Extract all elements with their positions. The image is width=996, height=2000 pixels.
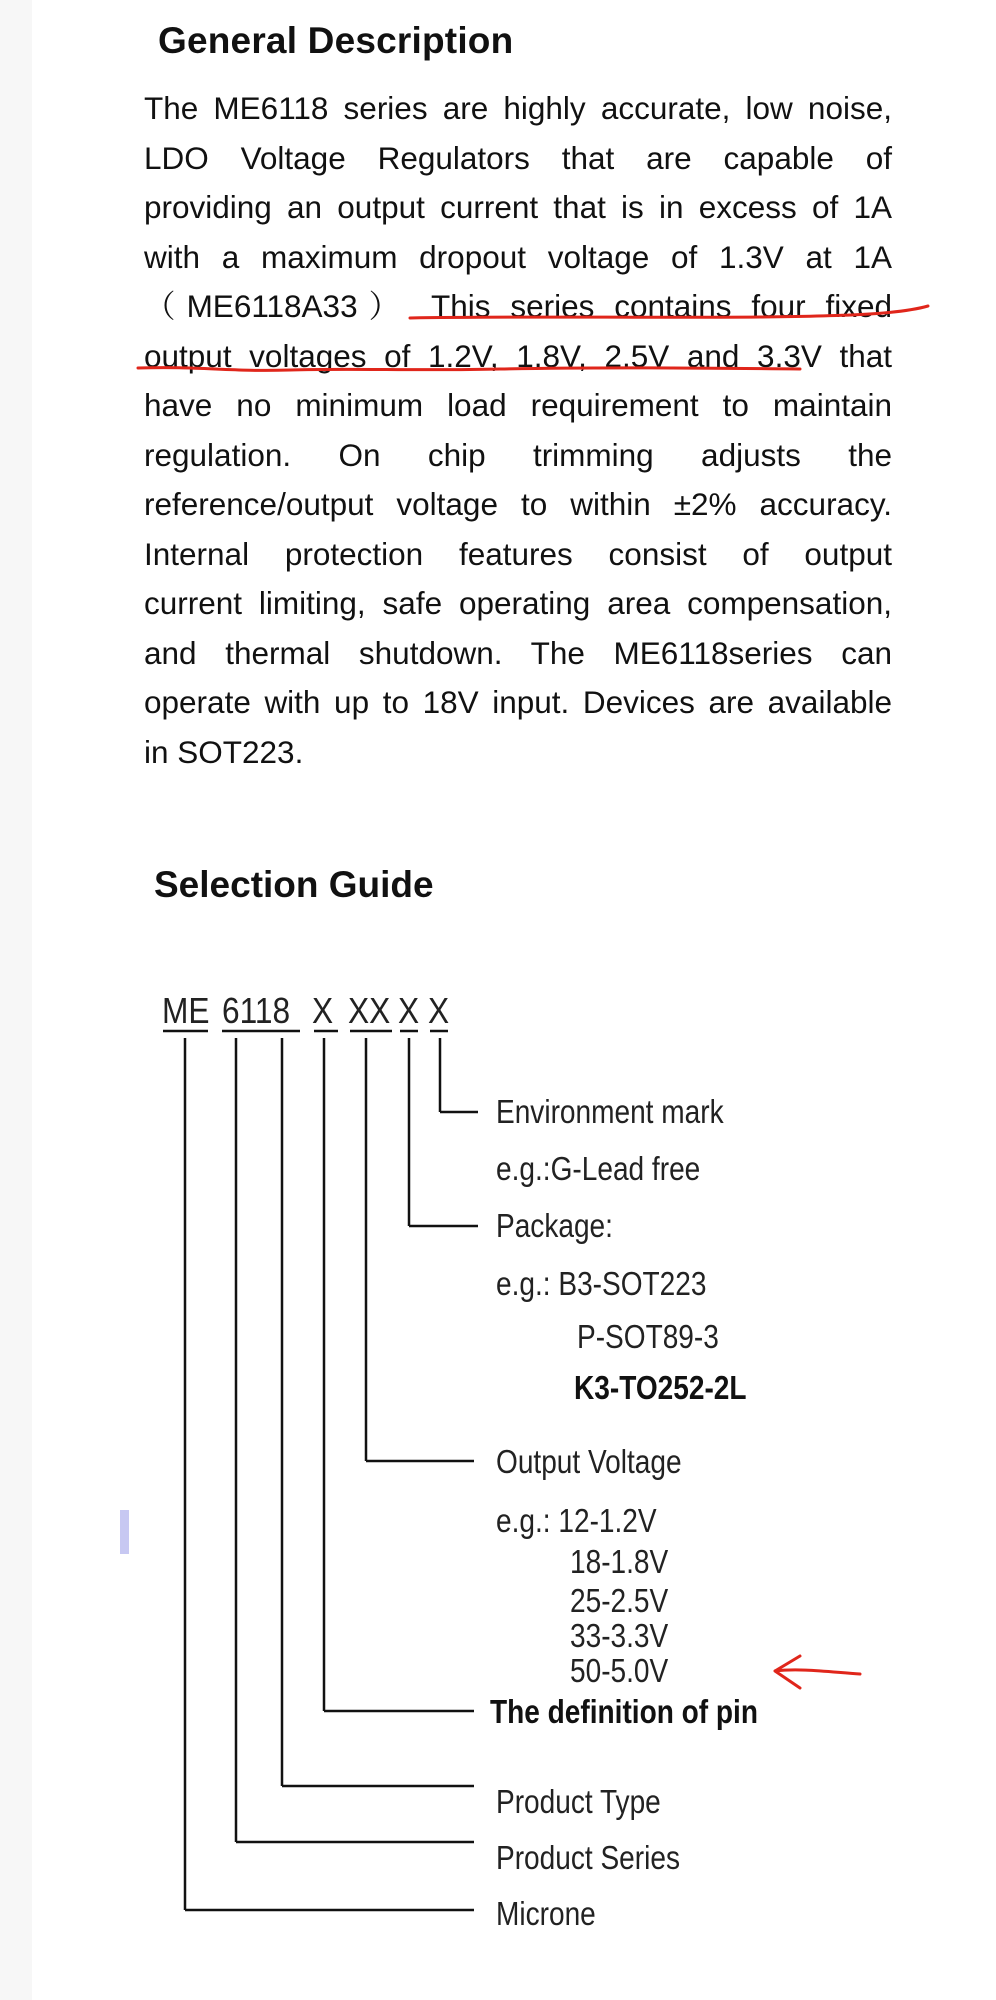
paragraph-line: LDO Voltage Regulators that are capable of bbox=[144, 139, 892, 176]
label-microne: Microne bbox=[496, 1895, 596, 1932]
code-part-x-package: X bbox=[398, 990, 420, 1031]
label-voltage-example: e.g.: 12-1.2V bbox=[496, 1502, 657, 1539]
paragraph-line: and thermal shutdown. The ME6118series can bbox=[144, 634, 892, 671]
code-part-6118: 6118 bbox=[222, 990, 291, 1031]
code-part-x-type: X bbox=[312, 990, 334, 1031]
paragraph-line: Internal protection features consist of output bbox=[144, 535, 892, 572]
paragraph-line: The ME6118 series are highly accurate, low noise, bbox=[144, 90, 892, 126]
paragraph-line: regulation. On chip trimming adjusts the bbox=[144, 436, 892, 473]
paragraph-line: （ME6118A33） This series contains four fixed bbox=[144, 288, 892, 324]
label-pin-definition: The definition of pin bbox=[490, 1693, 758, 1730]
label-output-voltage: Output Voltage bbox=[496, 1443, 682, 1480]
paragraph-line: have no minimum load requirement to maintain bbox=[144, 387, 892, 423]
selection-guide-heading: Selection Guide bbox=[154, 864, 434, 905]
paragraph-line: operate with up to 18V input. Devices are available bbox=[144, 684, 892, 720]
label-environment-mark: Environment mark bbox=[496, 1093, 724, 1130]
paragraph-line: current limiting, safe operating area compensation, bbox=[144, 585, 892, 621]
label-voltage-option: 50-5.0V bbox=[570, 1652, 669, 1689]
label-environment-example: e.g.:G-Lead free bbox=[496, 1150, 701, 1187]
label-product-type: Product Type bbox=[496, 1783, 661, 1820]
label-package: Package: bbox=[496, 1207, 613, 1244]
label-product-series: Product Series bbox=[496, 1839, 680, 1876]
label-voltage-option: 33-3.3V bbox=[570, 1617, 669, 1654]
code-part-me: ME bbox=[162, 990, 210, 1031]
text-cursor-marker bbox=[120, 1510, 129, 1554]
label-package-example: e.g.: B3-SOT223 bbox=[496, 1265, 707, 1302]
paragraph-line: output voltages of 1.2V, 1.8V, 2.5V and 3.3V that bbox=[144, 337, 892, 374]
paragraph-line: in SOT223. bbox=[144, 733, 304, 770]
paragraph-line: providing an output current that is in excess of 1A bbox=[144, 189, 892, 225]
general-description-heading: General Description bbox=[158, 20, 514, 61]
label-voltage-option: 25-2.5V bbox=[570, 1582, 669, 1619]
code-part-xx-voltage: XX bbox=[348, 990, 391, 1031]
label-package-option: P-SOT89-3 bbox=[577, 1318, 719, 1355]
paragraph-line: reference/output voltage to within ±2% accuracy. bbox=[144, 486, 892, 522]
paragraph-line: with a maximum dropout voltage of 1.3V at 1A bbox=[144, 238, 892, 275]
label-voltage-option: 18-1.8V bbox=[570, 1543, 669, 1580]
code-part-x-environment: X bbox=[428, 990, 450, 1031]
label-package-option: K3-TO252-2L bbox=[574, 1369, 747, 1406]
